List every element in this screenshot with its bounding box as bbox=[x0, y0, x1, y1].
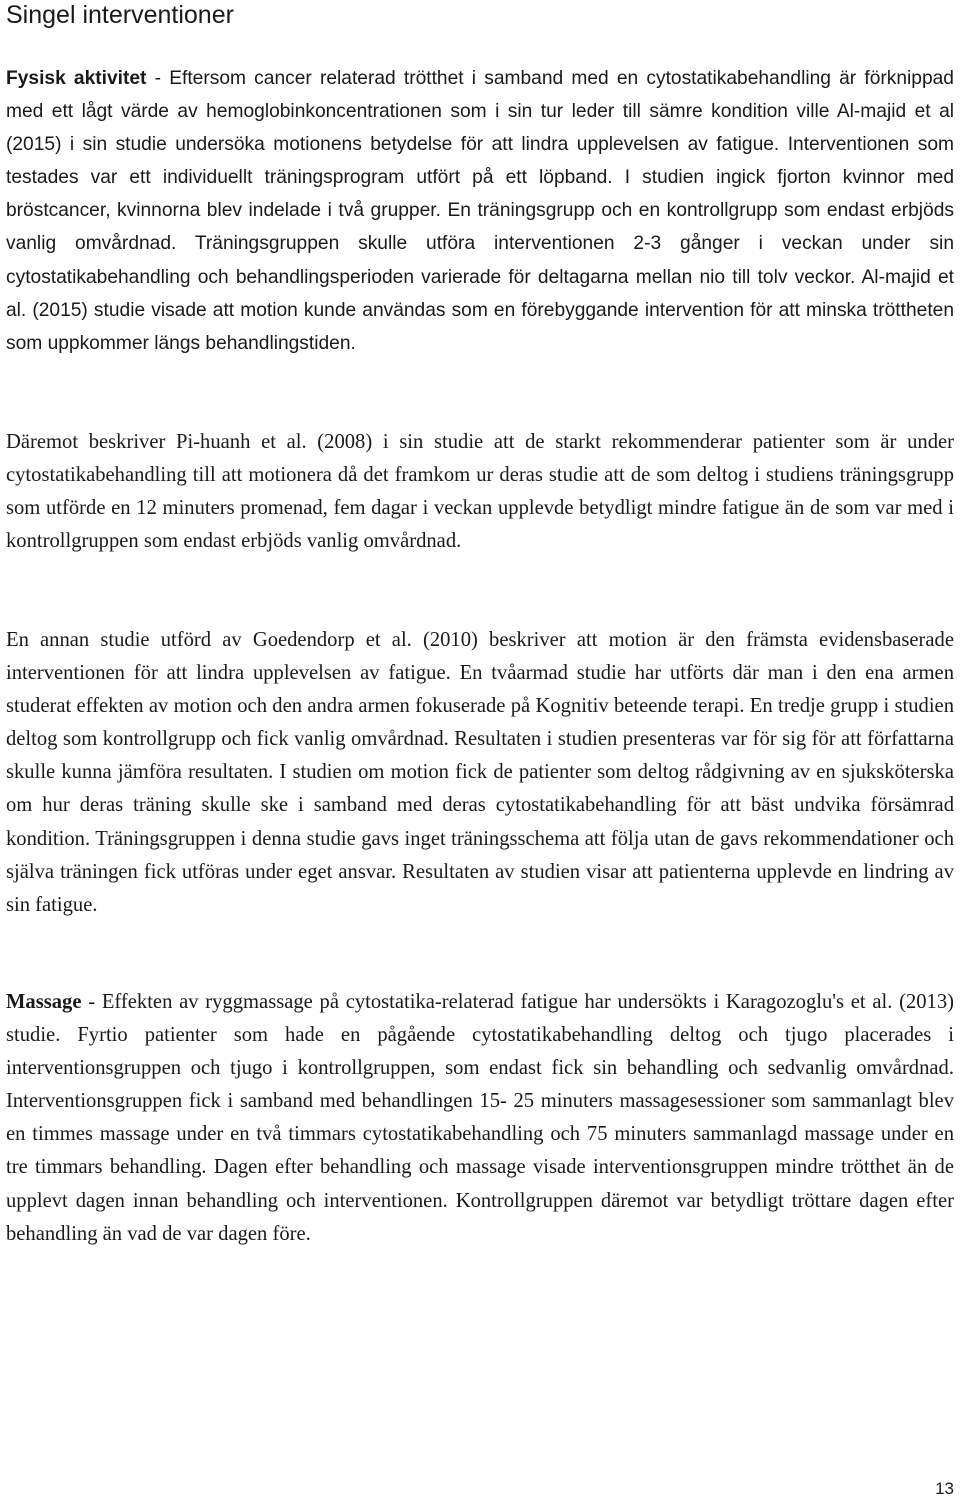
term-separator: - bbox=[81, 991, 102, 1013]
term-fysisk-aktivitet: Fysisk aktivitet bbox=[6, 68, 147, 89]
paragraph-daremot: Däremot beskriver Pi-huanh et al. (2008) i sin studie att de starkt rekommenderar patienter som är under cytostatikabehandling till att motionera då det framkom ur deras studie att de som deltog i studiens träningsgrupp som utförde en 12 minuters promenad, fem dagar i veckan upplevde betydligt mindre fatigue än de som var med i kontrollgruppen som endast erbjöds vanlig omvårdnad. bbox=[6, 431, 954, 553]
paragraph-fysisk-text-part1: Eftersom cancer relaterad trötthet i samband med en cytostatikabehandling är förknippad med ett lågt värde av hemoglobinkoncentrationen som i sin tur leder till sämre kondition ville Al-majid et al (2015) i sin studie undersöka motionens betydelse för att lindra upplevelsen av fatigue. Interventionen som testades var ett individuellt träningsprogram utfört på ett löpband. I studien ingick fjorton kvinnor med bröstcancer, kvinnorna blev indelade i två grupper. En träningsgrupp och en kontrollgrupp som endast erbjöds vanlig omvårdnad. bbox=[6, 68, 954, 255]
paragraph-fysisk-text-part2: Träningsgruppen skulle utföra interventionen 2-3 gånger i veckan under sin cytostatikabehandling och behandlingsperioden varierade för deltagarna mellan nio till tolv veckor. Al-majid et al. (2015) studie visade att motion kunde användas som en förebyggande intervention för att minska tröttheten som uppkommer längs behandlingstiden. bbox=[6, 233, 954, 354]
paragraph-massage-text: Effekten av ryggmassage på cytostatika-relaterad fatigue har undersökts i Karagozoglu's et al. (2013) studie. Fyrtio patienter som hade en pågående cytostatikabehandling deltog och tjugo placerades i interventionsgruppen och tjugo i kontrollgruppen, som endast fick sin behandling och sedvanlig omvårdnad. Interventionsgruppen fick i samband med behandlingen 15- 25 minuters massagesessioner som sammanlagt blev en timmes massage under en två timmars cytostatikabehandling och 75 minuters sammanlagd massage under en tre timmars behandling. Dagen efter behandling och massage visade interventionsgruppen mindre trötthet än de upplevt dagen innan behandling och interventionen. Kontrollgruppen däremot var betydligt tröttare dagen efter behandling än vad de var dagen före. bbox=[6, 991, 955, 1245]
term-massage: Massage bbox=[6, 991, 82, 1013]
page-number: 13 bbox=[935, 1479, 954, 1498]
paragraph-massage bbox=[6, 986, 954, 1251]
section-heading: Singel interventioner bbox=[6, 1, 234, 29]
term-separator: - bbox=[146, 68, 170, 89]
paragraph-fysisk-aktivitet bbox=[6, 62, 954, 360]
paragraph-annan-studie: En annan studie utförd av Goedendorp et al. (2010) beskriver att motion är den främsta evidensbaserade interventionen för att lindra upplevelsen av fatigue. En tvåarmad studie har utförts där man i den ena armen studerat effekten av motion och den andra armen fokuserade på Kognitiv beteende terapi. En tredje grupp i studien deltog som kontrollgrupp och fick vanlig omvårdnad. Resultaten i studien presenteras var för sig för att författarna skulle kunna jämföra resultaten. I studien om motion fick de patienter som deltog rådgivning av en sjuksköterska om hur deras träning skulle ske i samband med deras cytostatikabehandling för att bäst undvika försämrad kondition. Träningsgruppen i denna studie gavs inget träningsschema att följa utan de gavs rekommendationer och själva träningen fick utföras under eget ansvar. Resultaten av studien visar att patienterna upplevde en lindring av sin fatigue. bbox=[6, 629, 954, 916]
